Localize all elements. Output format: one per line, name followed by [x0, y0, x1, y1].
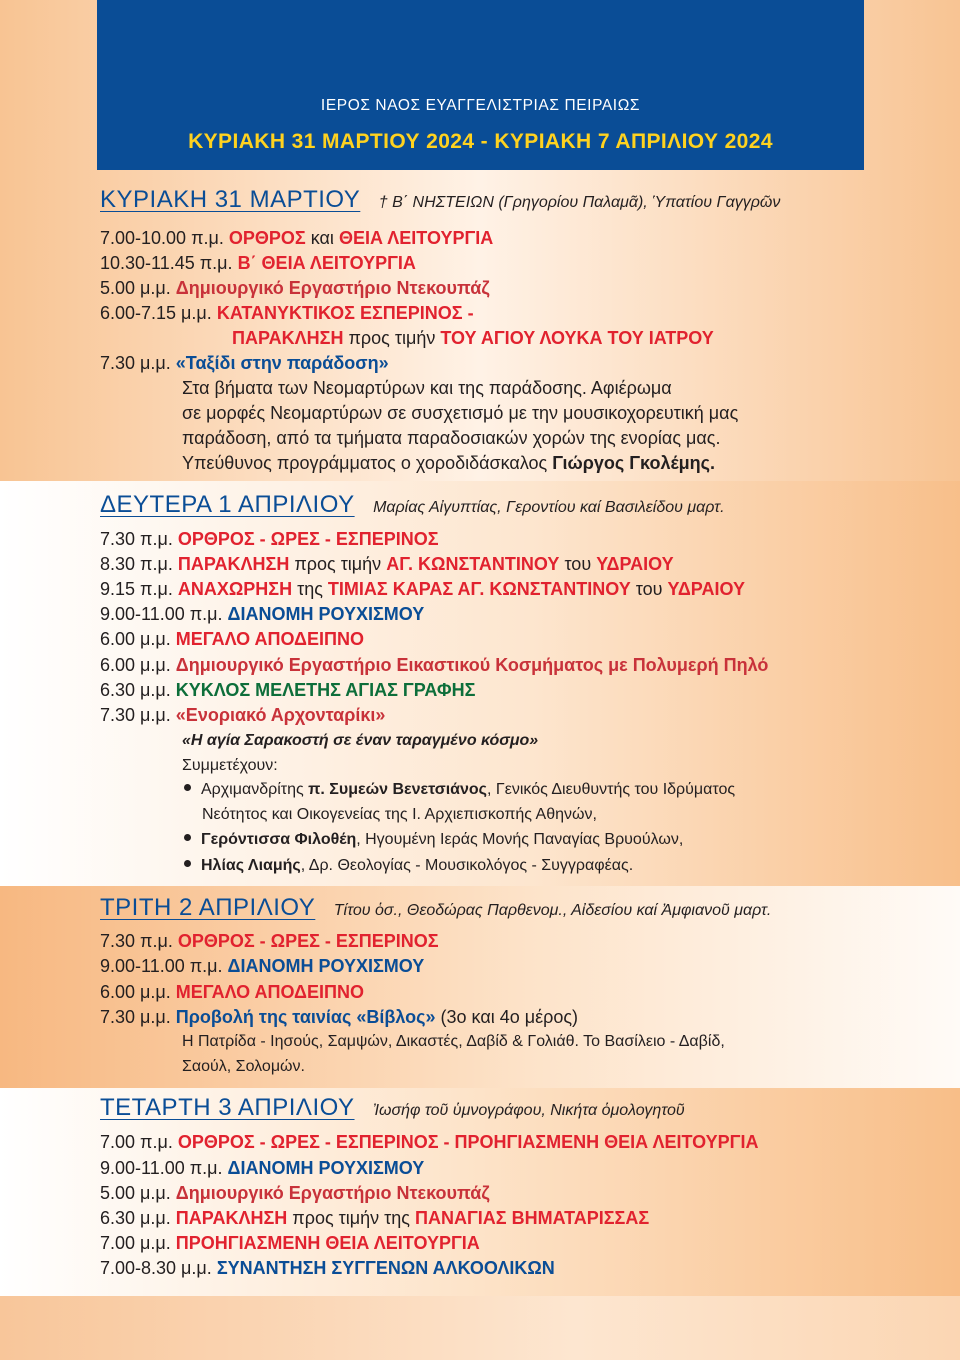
event-subtitle: «Η αγία Σαρακοστή σε έναν ταραγμένο κόσμο»	[182, 732, 539, 749]
schedule-line: 9.00-11.00 π.μ. ΔΙΑΝΟΜΗ ΡΟΥΧΙΣΜΟΥ	[100, 604, 425, 624]
bullet-icon	[184, 834, 191, 841]
schedule-line: 7.30 μ.μ. Προβολή της ταινίας «Βίβλος» (3ο και 4ο μέρος)	[100, 1007, 579, 1027]
schedule-line: 5.00 μ.μ. Δημιουργικό Εργαστήριο Ντεκουπάζ	[100, 1183, 490, 1203]
participant-item: Ηλίας Λιαμής, Δρ. Θεολογίας - Μουσικολόγος - Συγγραφέας.	[184, 856, 633, 876]
schedule-line: 7.30 π.μ. ΟΡΘΡΟΣ - ΩΡΕΣ - ΕΣΠΕΡΙΝΟΣ	[100, 931, 439, 951]
schedule-line: 9.15 π.μ. ΑΝΑΧΩΡΗΣΗ της ΤΙΜΙΑΣ ΚΑΡΑΣ ΑΓ. ΚΩΝΣΤΑΝΤΙΝΟΥ του ΥΔΡΑΙΟΥ	[100, 579, 745, 599]
schedule-line: 7.00-10.00 π.μ. ΟΡΘΡΟΣ και ΘΕΙΑ ΛΕΙΤΟΥΡΓΙΑ	[100, 228, 494, 248]
day-title: ΚΥΡΙΑΚΗ 31 ΜΑΡΤΙΟΥ	[100, 186, 361, 213]
date-range: ΚΥΡΙΑΚΗ 31 ΜΑΡΤΙΟΥ 2024 - ΚΥΡΙΑΚΗ 7 ΑΠΡΙΛΙΟΥ 2024	[188, 130, 773, 153]
feast-of-day: † Β΄ ΝΗΣΤΕΙΩΝ (Γρηγορίου Παλαμᾶ), Ὑπατίου Γαγγρῶν	[378, 194, 781, 211]
schedule-line: 6.30 μ.μ. ΚΥΚΛΟΣ ΜΕΛΕΤΗΣ ΑΓΙΑΣ ΓΡΑΦΗΣ	[100, 680, 476, 700]
schedule-line: 9.00-11.00 π.μ. ΔΙΑΝΟΜΗ ΡΟΥΧΙΣΜΟΥ	[100, 956, 425, 976]
schedule-line: 7.00 π.μ. ΟΡΘΡΟΣ - ΩΡΕΣ - ΕΣΠΕΡΙΝΟΣ - ΠΡΟΗΓΙΑΣΜΕΝΗ ΘΕΙΑ ΛΕΙΤΟΥΡΓΙΑ	[100, 1132, 759, 1152]
footer-band	[0, 1296, 960, 1360]
schedule-line: 7.00-8.30 μ.μ. ΣΥΝΑΝΤΗΣΗ ΣΥΓΓΕΝΩΝ ΑΛΚΟΟΛΙΚΩΝ	[100, 1258, 555, 1278]
bullet-icon	[184, 784, 191, 791]
schedule-line: 6.00-7.15 μ.μ. ΚΑΤΑΝΥΚΤΙΚΟΣ ΕΣΠΕΡΙΝΟΣ -	[100, 303, 474, 323]
feast-of-day: Ἰωσήφ τοῦ ὑμνογράφου, Νικήτα ὁμολογητοῦ	[372, 1102, 685, 1119]
schedule-line: 8.30 π.μ. ΠΑΡΑΚΛΗΣΗ προς τιμήν ΑΓ. ΚΩΝΣΤΑΝΤΙΝΟΥ του ΥΔΡΑΙΟΥ	[100, 554, 674, 574]
feast-of-day: Μαρίας Αἰγυπτίας, Γεροντίου καί Βασιλείδου μαρτ.	[373, 499, 725, 516]
schedule-line: 7.00 μ.μ. ΠΡΟΗΓΙΑΣΜΕΝΗ ΘΕΙΑ ΛΕΙΤΟΥΡΓΙΑ	[100, 1233, 480, 1253]
schedule-line: 7.30 π.μ. ΟΡΘΡΟΣ - ΩΡΕΣ - ΕΣΠΕΡΙΝΟΣ	[100, 529, 439, 549]
schedule-line: 6.00 μ.μ. Δημιουργικό Εργαστήριο Εικαστικού Κοσμήματος με Πολυμερή Πηλό	[100, 655, 769, 675]
header-banner	[97, 0, 864, 170]
schedule-line: 6.00 μ.μ. ΜΕΓΑΛΟ ΑΠΟΔΕΙΠΝΟ	[100, 629, 364, 649]
schedule-line: 5.00 μ.μ. Δημιουργικό Εργαστήριο Ντεκουπάζ	[100, 278, 490, 298]
event-description: Υπεύθυνος προγράμματος ο χοροδιδάσκαλος Γιώργος Γκολέμης.	[182, 453, 715, 473]
event-description: σε μορφές Νεομαρτύρων σε συσχετισμό με την μουσικοχορευτική μας	[182, 403, 739, 423]
participants-label: Συμμετέχουν:	[182, 757, 278, 774]
event-description: παράδοση, από τα τμήματα παραδοσιακών χορών της ενορίας μας.	[182, 428, 721, 448]
day-heading-monday	[100, 491, 725, 519]
schedule-line: 6.00 μ.μ. ΜΕΓΑΛΟ ΑΠΟΔΕΙΠΝΟ	[100, 982, 364, 1002]
schedule-line: 10.30-11.45 π.μ. Β΄ ΘΕΙΑ ΛΕΙΤΟΥΡΓΙΑ	[100, 253, 416, 273]
day-heading-wednesday	[100, 1094, 685, 1122]
bullet-icon	[184, 860, 191, 867]
schedule-line: 7.30 μ.μ. «Ενοριακό Αρχονταρίκι»	[100, 705, 386, 725]
church-name: ΙΕΡΟΣ ΝΑΟΣ ΕΥΑΓΓΕΛΙΣΤΡΙΑΣ ΠΕΙΡΑΙΩΣ	[320, 97, 641, 114]
day-title: ΤΡΙΤΗ 2 ΑΠΡΙΛΙΟΥ	[100, 894, 316, 921]
schedule-line: 6.30 μ.μ. ΠΑΡΑΚΛΗΣΗ προς τιμήν της ΠΑΝΑΓΙΑΣ ΒΗΜΑΤΑΡΙΣΣΑΣ	[100, 1208, 650, 1228]
day-heading-tuesday	[100, 894, 771, 922]
event-description: Στα βήματα των Νεομαρτύρων και της παράδοσης. Αφιέρωμα	[182, 378, 672, 398]
participant-item: Αρχιμανδρίτης π. Συμεών Βενετσιάνος, Γενικός Διευθυντής του Ιδρύματος	[184, 780, 735, 800]
schedule-line-continued: ΠΑΡΑΚΛΗΣΗ προς τιμήν ΤΟΥ ΑΓΙΟΥ ΛΟΥΚΑ ΤΟΥ ΙΑΤΡΟΥ	[232, 328, 714, 348]
schedule-line: 9.00-11.00 π.μ. ΔΙΑΝΟΜΗ ΡΟΥΧΙΣΜΟΥ	[100, 1158, 425, 1178]
event-description: Η Πατρίδα - Ιησούς, Σαμψών, Δικαστές, Δαβίδ & Γολιάθ. Το Βασίλειο - Δαβίδ,	[182, 1033, 725, 1050]
schedule-line: 7.30 μ.μ. «Ταξίδι στην παράδοση»	[100, 353, 389, 373]
day-title: ΔΕΥΤΕΡΑ 1 ΑΠΡΙΛΙΟΥ	[100, 491, 355, 518]
day-title: ΤΕΤΑΡΤΗ 3 ΑΠΡΙΛΙΟΥ	[100, 1094, 355, 1121]
participant-item: Γερόντισσα Φιλοθέη, Ηγουμένη Ιεράς Μονής Παναγίας Βρυούλων,	[184, 830, 683, 850]
day-heading-sunday	[100, 186, 780, 214]
feast-of-day: Τίτου ὁσ., Θεοδώρας Παρθενομ., Αἰδεσίου καί Ἀμφιανοῦ μαρτ.	[333, 902, 772, 919]
event-description: Σαούλ, Σολομών.	[182, 1058, 305, 1075]
participant-item-continued: Νεότητος και Οικογενείας της Ι. Αρχιεπισκοπής Αθηνών,	[202, 806, 597, 823]
